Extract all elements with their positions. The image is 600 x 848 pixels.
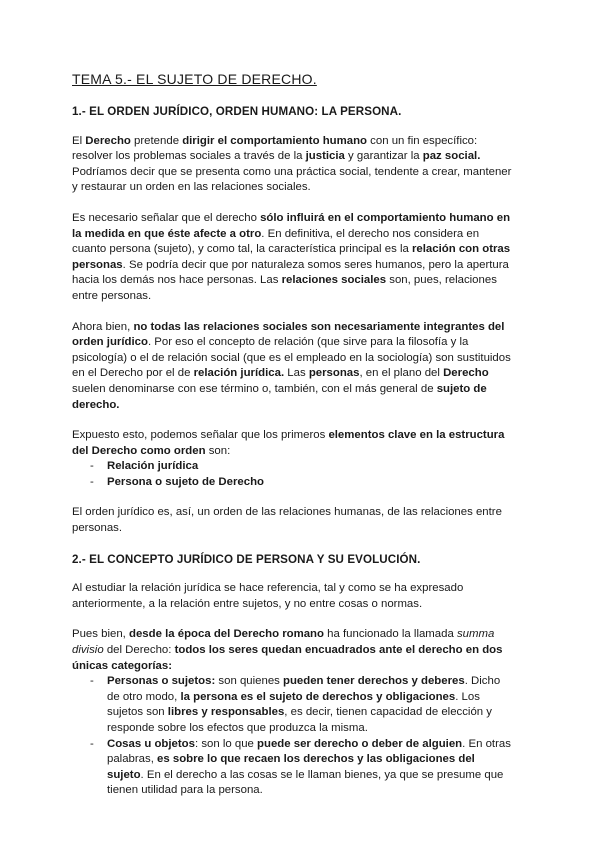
paragraph-7 bbox=[72, 627, 512, 674]
list-item bbox=[72, 475, 512, 491]
text: Pues bien, bbox=[72, 628, 129, 641]
text: Expuesto esto, podemos señalar que los primeros bbox=[72, 429, 329, 442]
bold-text: no todas las relaciones sociales son necesariamente integrantes del orden jurídico bbox=[72, 320, 505, 349]
bold-text: libres y responsables bbox=[167, 706, 285, 719]
text: . En el derecho a las cosas se le llaman bienes, ya que se presume que tienen utilidad para la persona. bbox=[107, 768, 504, 797]
list-item bbox=[72, 674, 512, 736]
text: . En definitiva, el derecho nos considera en cuanto persona (sujeto), y como tal, la característica principal es la bbox=[72, 227, 480, 256]
italic-text: summa divisio bbox=[72, 628, 495, 657]
text: El bbox=[72, 134, 86, 147]
bold-text: desde la época del Derecho romano bbox=[129, 628, 324, 641]
bold-text: relación con otras personas bbox=[72, 243, 511, 271]
text: Las bbox=[284, 367, 309, 380]
text: . En otras palabras, bbox=[107, 737, 511, 766]
bold-text: personas bbox=[308, 367, 360, 380]
section-heading-2: 2.- EL CONCEPTO JURÍDICO DE PERSONA Y SU EVOLUCIÓN. bbox=[72, 552, 421, 566]
text: : son lo que bbox=[194, 737, 258, 750]
text: con un fin específico: resolver los problemas sociales a través de la bbox=[72, 134, 478, 163]
bold-text: es sobre lo que recaen los derechos y las obligaciones del sujeto bbox=[107, 753, 475, 781]
bold-text: Persona o sujeto de Derecho bbox=[107, 475, 264, 488]
text: y garantizar la bbox=[344, 150, 423, 163]
bold-text: dirigir el comportamiento humano bbox=[182, 134, 367, 147]
bold-text: todos los seres quedan encuadrados ante el derecho en dos únicas categorías: bbox=[72, 644, 503, 672]
text: ha funcionado la llamada bbox=[323, 628, 457, 641]
bold-text: Derecho bbox=[443, 367, 489, 380]
bold-text: relaciones sociales bbox=[281, 274, 387, 287]
paragraph-3 bbox=[72, 320, 512, 414]
text: suelen denominarse con ese término o, también, con el más general de bbox=[72, 382, 437, 395]
bold-text: sujeto de derecho. bbox=[72, 382, 487, 411]
bold-text: Personas o sujetos: bbox=[107, 675, 216, 688]
text: , en el plano del bbox=[359, 367, 444, 380]
key-elements-list bbox=[72, 459, 512, 490]
bold-text: pueden tener derechos y deberes bbox=[283, 675, 465, 688]
bold-text: la persona es el sujeto de derechos y obligaciones bbox=[180, 690, 456, 703]
section-heading-1: 1.- EL ORDEN JURÍDICO, ORDEN HUMANO: LA PERSONA. bbox=[72, 105, 402, 118]
text: . Dicho de otro modo, bbox=[107, 675, 501, 703]
text: . Se podría decir que por naturaleza somos seres humanos, pero la apertura hacia los demás nos hace personas. Las bbox=[72, 258, 509, 287]
text: son, pues, relaciones entre personas. bbox=[72, 274, 497, 302]
list-item bbox=[72, 459, 512, 475]
text: , es decir, tienen capacidad de elección y responde sobre los efectos que produzca la misma. bbox=[107, 706, 492, 734]
paragraph-4 bbox=[72, 428, 512, 459]
bold-text: Cosas u objetos bbox=[107, 737, 195, 750]
paragraph-6: Al estudiar la relación jurídica se hace referencia, tal y como se ha expresado anteriormente, a la relación entre sujetos, y no entre cosas o normas. bbox=[72, 582, 464, 610]
text: son quienes bbox=[215, 675, 284, 688]
bold-text: Derecho bbox=[85, 134, 131, 147]
text: del Derecho: bbox=[103, 644, 175, 657]
list-item bbox=[72, 737, 512, 799]
text: son: bbox=[205, 444, 231, 457]
page-title: TEMA 5.- EL SUJETO DE DERECHO. bbox=[72, 71, 317, 87]
text: Ahora bien, bbox=[72, 320, 134, 333]
categories-list bbox=[72, 674, 512, 799]
bold-text: Relación jurídica bbox=[107, 460, 199, 473]
bold-text: relación jurídica. bbox=[193, 367, 285, 380]
bold-text: paz social. bbox=[422, 150, 481, 163]
text: Es necesario señalar que el derecho bbox=[72, 211, 261, 224]
text: Podríamos decir que se presenta como una práctica social, tendente a crear, mantener y restaurar un orden en las relaciones sociales. bbox=[72, 165, 512, 194]
text: . Por eso el concepto de relación (que sirve para la filosofía y la psicología) o el de relación social (que es el empleado en la sociología) son sustituidos en el Derecho por el de bbox=[72, 336, 511, 380]
paragraph-2 bbox=[72, 211, 512, 305]
bold-text: elementos clave en la estructura del Derecho como orden bbox=[72, 429, 505, 457]
bold-text: justicia bbox=[305, 150, 345, 163]
bold-text: puede ser derecho o deber de alguien bbox=[257, 737, 463, 750]
paragraph-1 bbox=[72, 134, 512, 196]
bold-text: sólo influirá en el comportamiento humano en la medida en que éste afecte a otro bbox=[72, 211, 511, 240]
text: . Los sujetos son bbox=[107, 690, 480, 719]
text: pretende bbox=[130, 134, 183, 147]
paragraph-5: El orden jurídico es, así, un orden de las relaciones humanas, de las relaciones entre personas. bbox=[72, 506, 502, 535]
